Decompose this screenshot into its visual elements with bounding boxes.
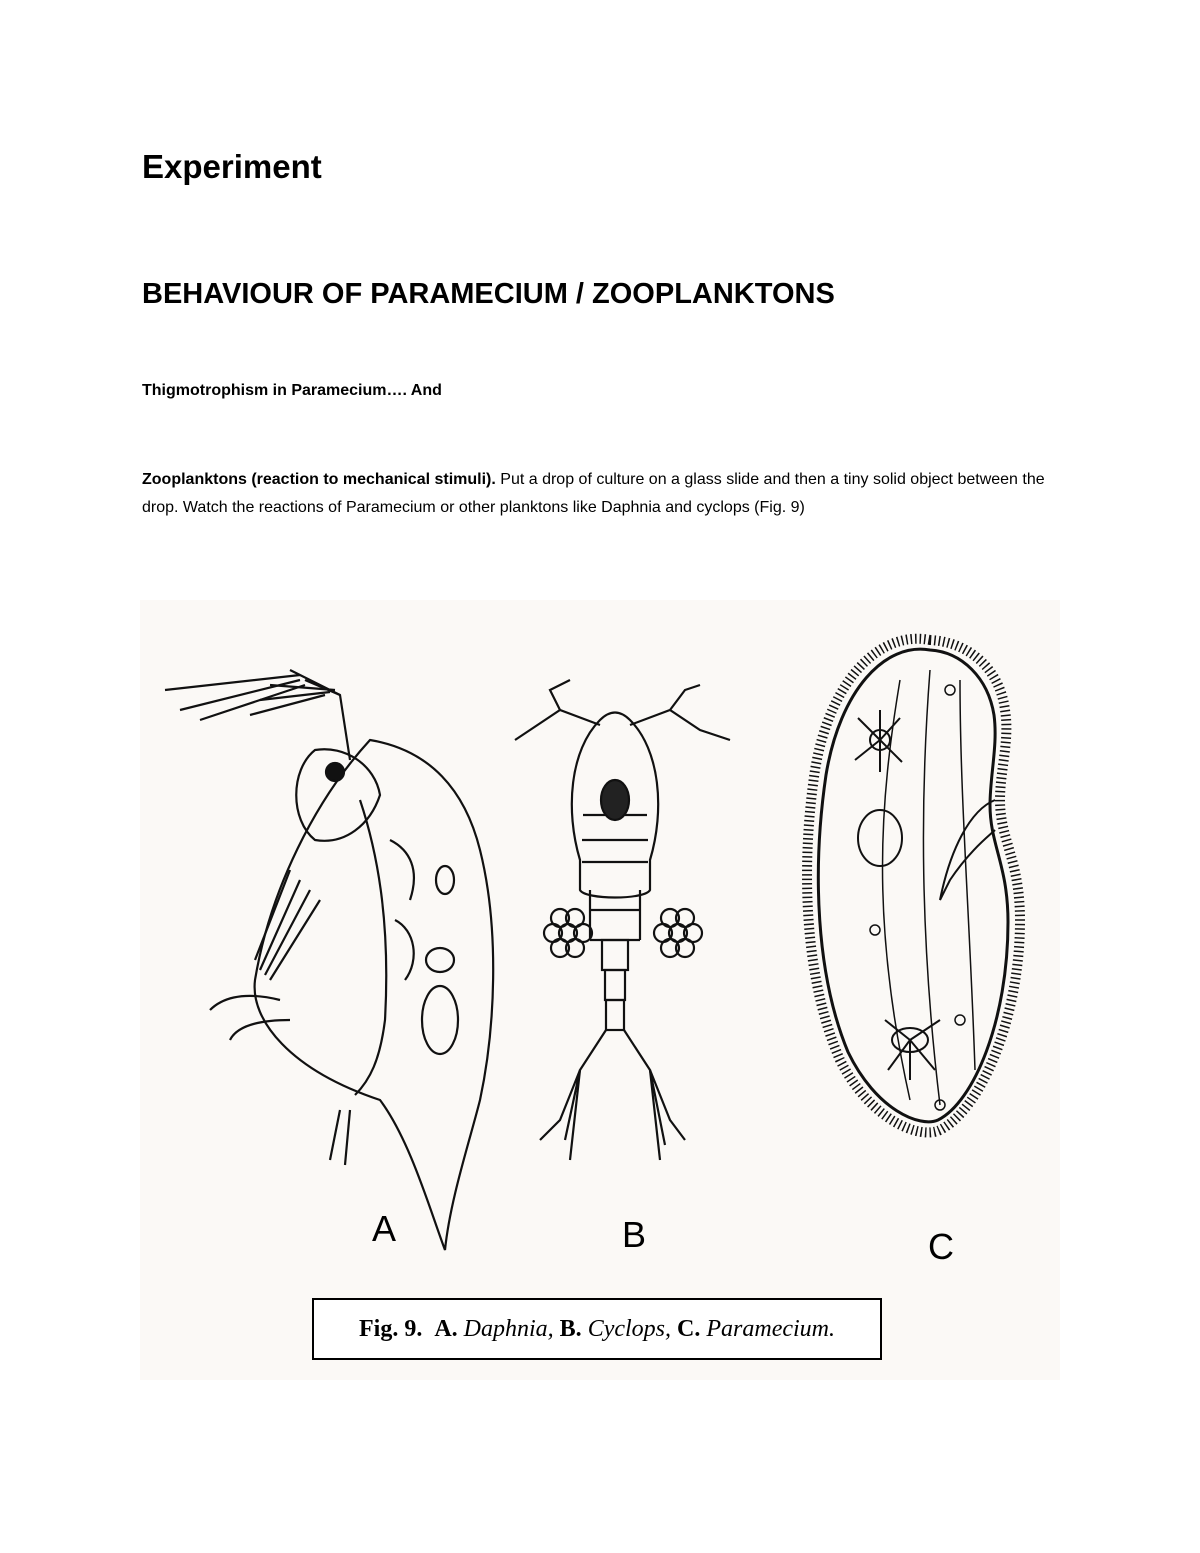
experiment-heading: BEHAVIOUR OF PARAMECIUM / ZOOPLANKTONS [142,278,835,310]
procedure-lead: Zooplanktons (reaction to mechanical stimuli). [142,471,496,488]
caption-name-b: Cyclops, [587,1315,672,1342]
cyclops-drawing [515,680,730,1160]
paramecium-drawing [807,639,1020,1133]
figure-label-b: B [622,1214,647,1255]
caption-key-b: B. [559,1315,582,1342]
procedure-paragraph [142,466,1072,522]
caption-name-a: Daphnia, [463,1315,554,1342]
caption-key-c: C. [677,1315,701,1342]
figure-9 [140,600,1060,1380]
caption-key-a: A. [434,1315,458,1342]
caption-name-c: Paramecium. [706,1315,835,1342]
cyclops-egg-sacs [544,909,702,957]
caption-fig-number: Fig. 9. [359,1315,423,1342]
figure-label-c: C [928,1226,954,1267]
page-title: Experiment [142,148,322,185]
daphnia-drawing [165,670,493,1250]
figure-caption [312,1298,882,1360]
procedure-text: Put a drop of culture on a glass slide and then a tiny solid object between the drop. Watch the reactions of Paramecium or other planktons like Daphnia and cyclops (Fig. 9) [142,471,1045,516]
figure-illustrations [140,600,1060,1380]
figure-label-a: A [372,1208,397,1249]
experiment-subheading: Thigmotrophism in Paramecium…. And [142,382,442,399]
